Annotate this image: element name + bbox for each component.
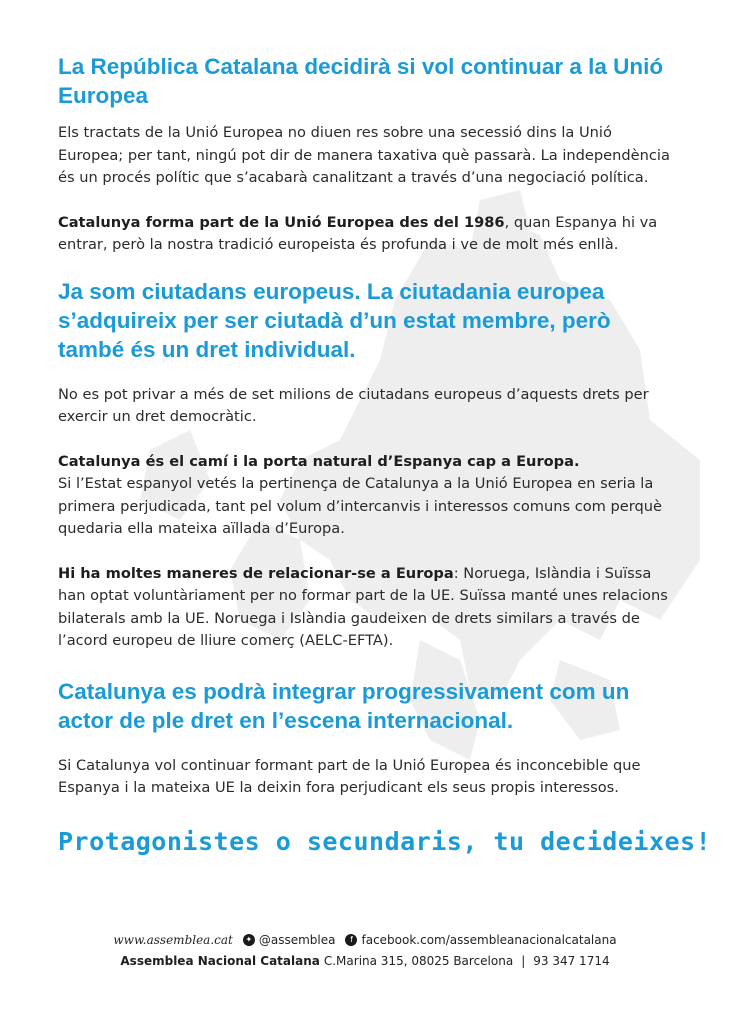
facebook-link[interactable]: facebook.com/assembleanacionalcatalana xyxy=(361,933,617,947)
paragraph-tractats: Els tractats de la Unió Europea no diuen res sobre una secessió dins la Unió Europea; per tant, ningú pot dir de manera taxativa què passarà. La independència és un procés polític que s’acabarà canalitzant a través d’una negociació política. xyxy=(58,124,670,186)
twitter-handle[interactable]: @assemblea xyxy=(258,933,336,947)
text-forma-part: , quan Espanya hi va entrar, però la nostra tradició europeista és profunda i ve de molt més enllà. xyxy=(58,213,658,253)
heading-integrar: Catalunya es podrà integrar progressivament com un actor de ple dret en l’escena internacional. xyxy=(58,678,630,733)
heading-republica-ue: La República Catalana decidirà si vol continuar a la Unió Europea xyxy=(58,54,664,108)
separator: | xyxy=(521,954,526,968)
paragraph-cami-porta xyxy=(58,451,678,541)
paragraph-continuar: Si Catalunya vol continuar formant part de la Unió Europea és inconcebible que Espanya i la mateixa UE la deixin fora perjudicant els seus propis interessos. xyxy=(58,756,641,796)
heading-ciutadans-europeus: Ja som ciutadans europeus. La ciutadania europea s’adquireix per ser ciutadà d’un estat membre, però també és un dret individual. xyxy=(58,278,611,362)
facebook-f-icon: f xyxy=(345,934,357,946)
bold-forma-part: Catalunya forma part de la Unió Europea des del 1986 xyxy=(58,213,505,231)
slogan: Protagonistes o secundaris, tu decideixes! xyxy=(58,827,712,856)
paragraph-forma-part xyxy=(58,212,678,257)
footer-contact-line xyxy=(0,933,730,947)
website-link[interactable]: www.assemblea.cat xyxy=(113,933,233,947)
text-cami-porta: Si l’Estat espanyol vetés la pertinença de Catalunya a la Unió Europea en seria la primera perjudicada, tant pel volum d’intercanvis i interessos comuns com perquè quedaria ella mateixa aïllada d’Europa. xyxy=(58,475,663,537)
phone: 93 347 1714 xyxy=(533,954,610,968)
bold-maneres: Hi ha moltes maneres de relacionar-se a Europa xyxy=(58,564,454,582)
paragraph-privar: No es pot privar a més de set milions de ciutadans europeus d’aquests drets per exercir un dret democràtic. xyxy=(58,385,649,425)
paragraph-maneres xyxy=(58,563,678,653)
main-content xyxy=(58,52,678,800)
address: C.Marina 315, 08025 Barcelona xyxy=(323,954,514,968)
bold-cami-porta: Catalunya és el camí i la porta natural d’Espanya cap a Europa. xyxy=(58,452,580,470)
twitter-bird-icon: ✦ xyxy=(243,934,255,946)
organization-name: Assemblea Nacional Catalana xyxy=(120,954,320,968)
footer-address-line xyxy=(0,954,730,968)
text-maneres: : Noruega, Islàndia i Suïssa han optat voluntàriament per no formar part de la UE. Suïssa manté unes relacions bilaterals amb la UE. Noruega i Islàndia gaudeixen de drets similars a través de l’acord europeu de lliure comerç (AELC-EFTA). xyxy=(58,564,668,649)
